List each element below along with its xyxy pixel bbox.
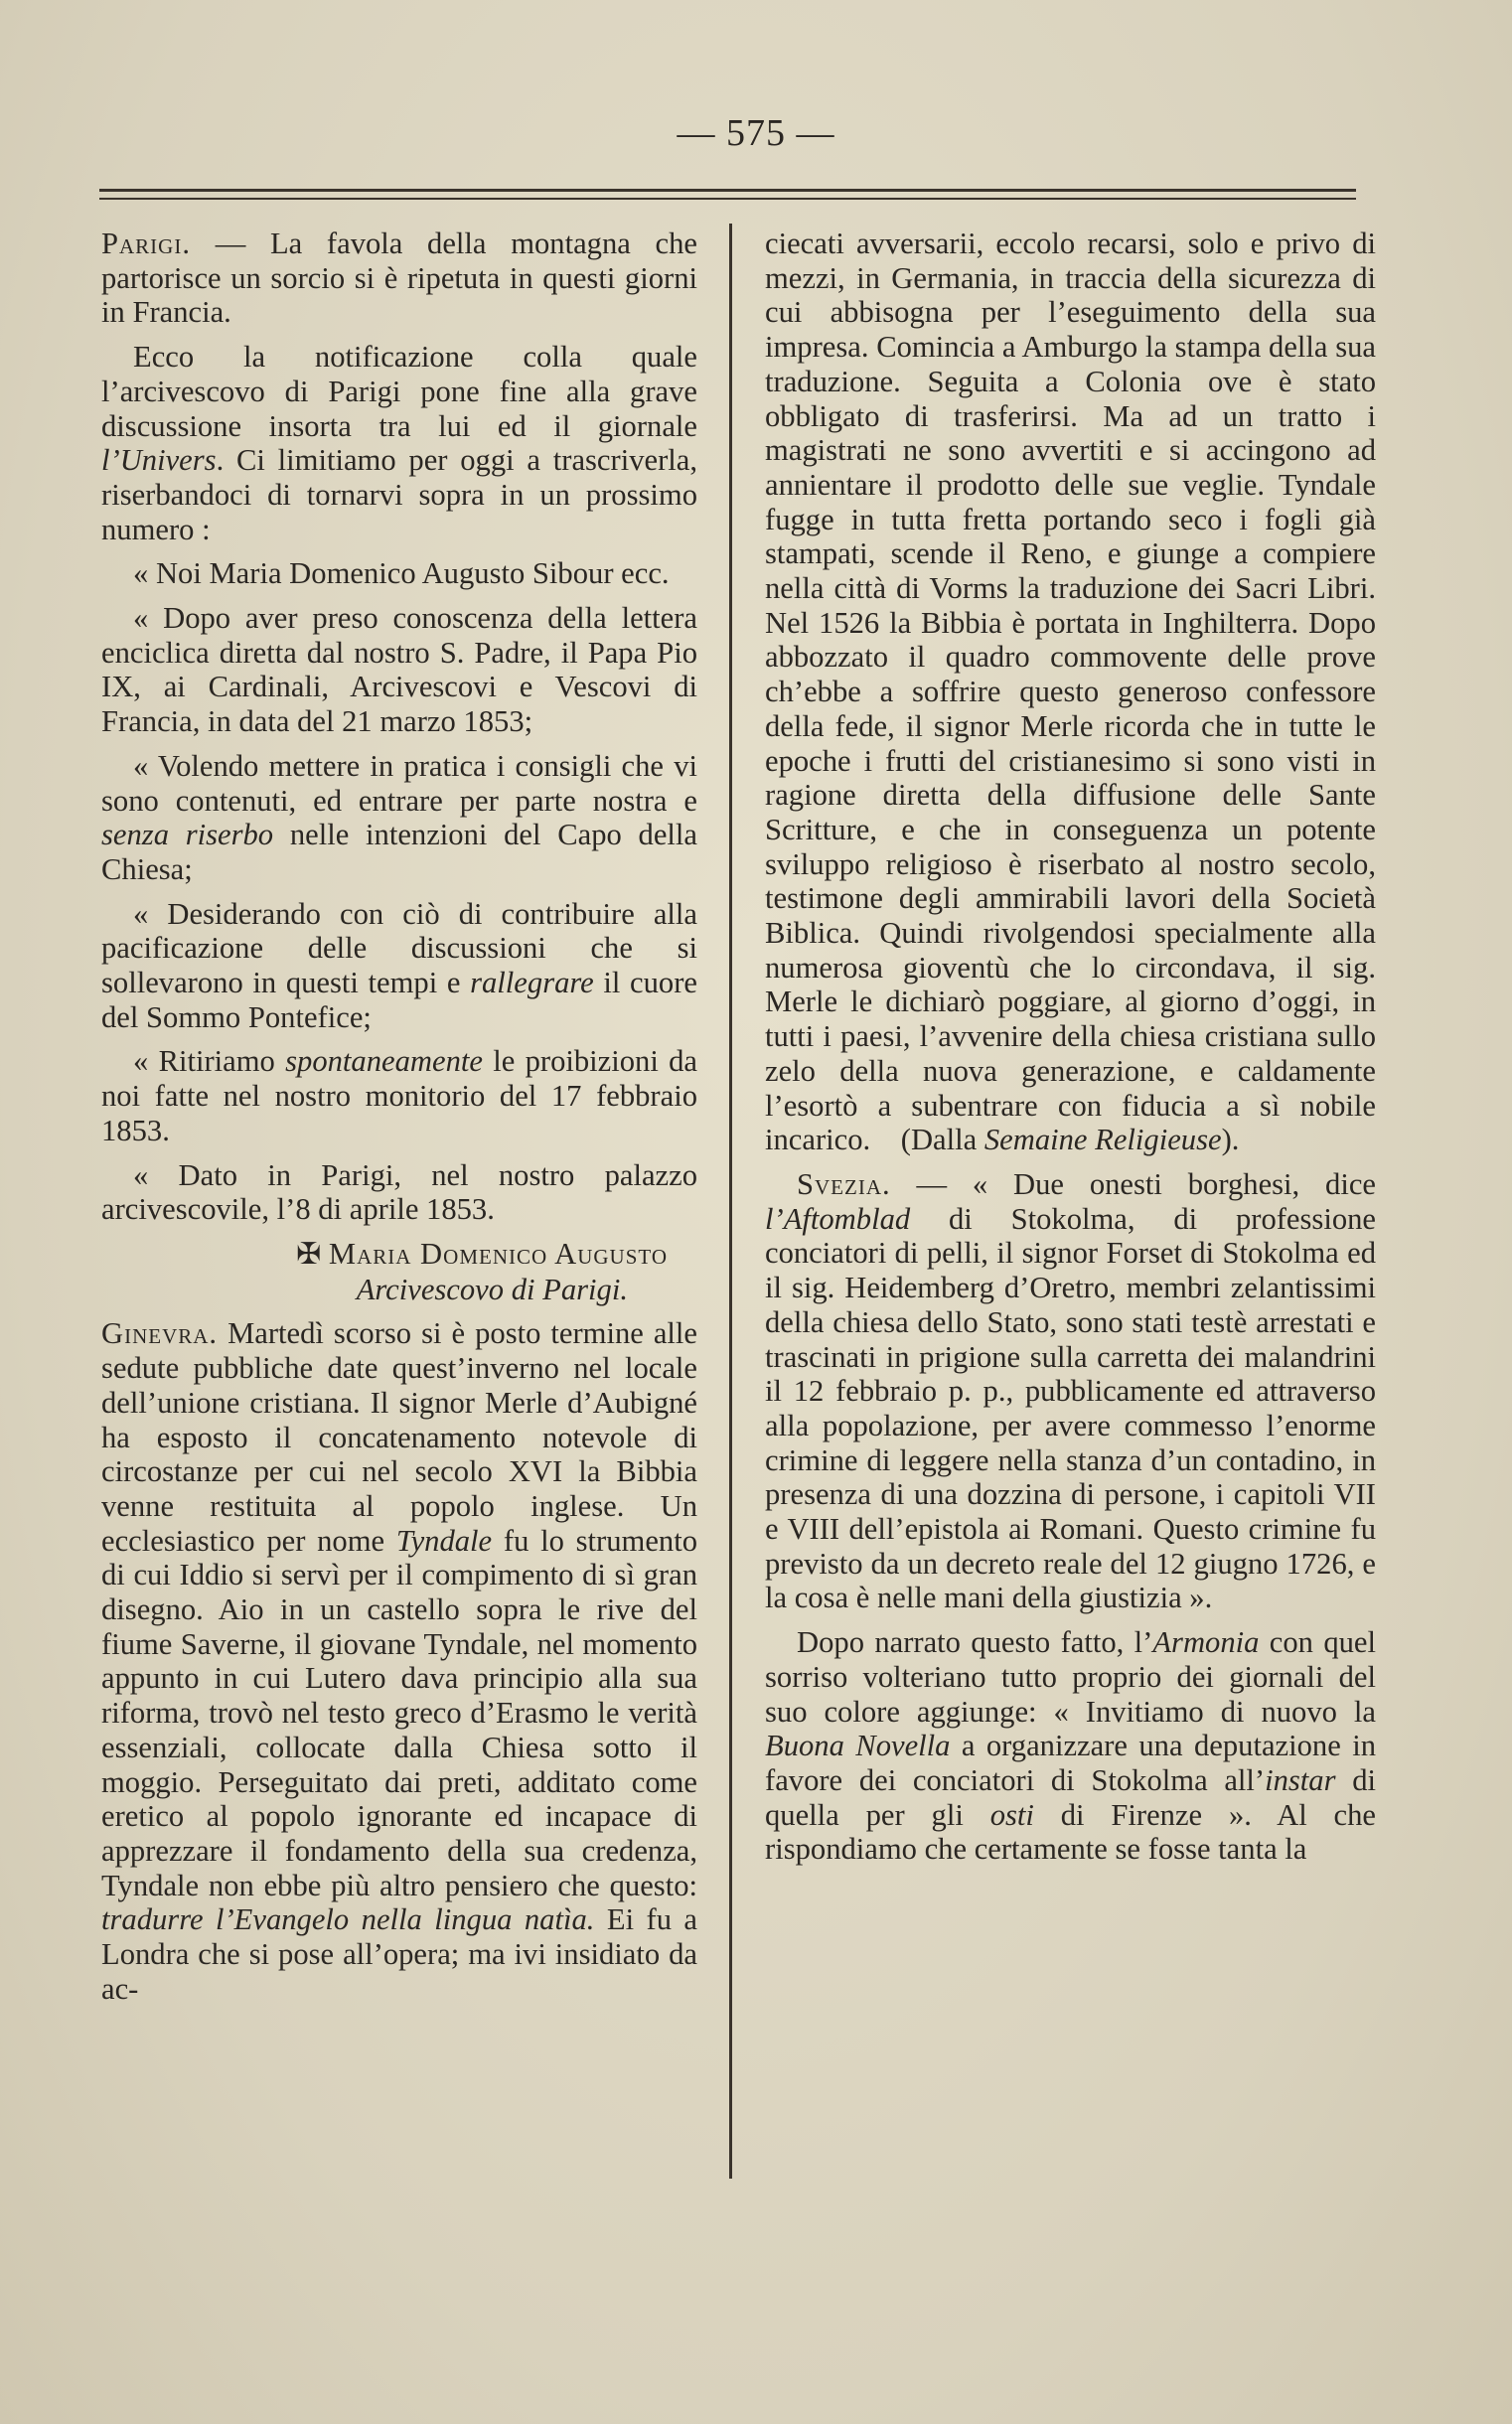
decree-dateline: « Dato in Parigi, nel nostro palazzo arcivescovile, l’8 di aprile 1853. (101, 1157, 697, 1227)
page-number: — 575 — (677, 112, 835, 154)
decree-paragraph-3: « Desiderando con ciò di contribuire alla pacificazione delle discussioni che si sollevarono in questi tempi e rallegrare il cuore del Sommo Pontefice; (101, 896, 697, 1034)
paris-notification-intro: Ecco la notificazione colla quale l’arcivescovo di Parigi pone fine alla grave discussione insorta tra lui ed il giornale l’Univers. Ci limitiamo per oggi a trascriverla, riserbandoci di tornarvi sopra in un prossimo numero : (101, 340, 697, 546)
sweden-paragraph: Svezia. — « Due onesti borghesi, dice l’Aftomblad di Stokolma, di professione conciatori di pelli, il signor Forset di Stokolma ed il sig. Heidemberg d’Oretro, membri zelantissimi della chiesa dello Stato, sono stati testè arrestati e trascinati in prigione sulla carretta dei malandrini il 12 febbraio p. p., pubblicamente ed attraverso alla popolazione, per avere commesso l’enorme crimine di leggere nella stanza d’un contadino, in presenza di una dozzina di persone, i capitoli VII e VIII dell’epistola ai Romani. Questo crimine fu previsto da un decreto reale del 12 giugno 1726, e la cosa è nelle mani della giustizia ». (765, 1166, 1376, 1615)
univers-title: l’Univers (101, 443, 217, 478)
decree-opening: « Noi Maria Domenico Augusto Sibour ecc. (133, 556, 670, 591)
paris-paragraph: Parigi. — La favola della montagna che partorisce un sorcio si è ripetuta in questi giorni in Francia. (101, 227, 697, 330)
section-heading-parigi: Parigi. (101, 227, 191, 260)
geneva-paragraph: Ginevra. Martedì scorso si è posto termine alle sedute pubbliche date quest’inverno nel locale dell’unione cristiana. Il signor Merle d’Aubigné ha esposto il concatenamento notevole di circostanze per cui nel secolo XVI la Bibbia venne restituita al popolo inglese. Un ecclesiastico per nome Tyndale fu lo strumento di cui Iddio si servì per il compimento di sì gran disegno. Aio in un castello sopra le rive del fiume Saverne, il giovane Tyndale, nel momento appunto in cui Lutero dava principio alla sua riforma, trovò nel testo greco d’Erasmo le verità essenziali, collocate dalla Chiesa sotto il moggio. Perseguitato dai preti, additato come eretico al popolo ignorante ed incapace di apprezzare il fondamento della sua credenza, Tyndale non ebbe più altro pensiero che questo: tradurre l’Evangelo nella lingua natìa. Ei fu a Londra che si pose all’opera; ma ivi insidiato da ac- (101, 1316, 698, 2006)
decree-paragraph-4: « Ritiriamo spontaneamente le proibizioni da noi fatte nel nostro monitorio del 17 febbraio 1853. (101, 1044, 697, 1147)
geneva-continuation: ciecati avversarii, eccolo recarsi, solo e privo di mezzi, in Germania, in traccia della sicurezza di cui abbisogna per l’eseguimento della sua impresa. Comincia a Amburgo la stampa della sua traduzione. Seguita a Colonia ove è stato obbligato di trasferirsi. Ma ad un tratto i magistrati ne sono avvertiti e si accingono ad annientare il prodotto delle sue veglie. Tyndale fugge in tutta fretta portando seco i fogli già stampati, scende il Reno, e giunge a compiere nella città di Vorms la traduzione dei Sacri Libri. Nel 1526 la Bibbia è portata in Inghilterra. Dopo abbozzato il quadro commovente delle prove ch’ebbe a soffrire questo generoso confessore della fede, il signor Merle ricorda che in tutte le epoche i frutti del cristianesimo si sono visti in ragione diretta della diffusione delle Sante Scritture, e che in conseguenza un potente sviluppo religioso è riserbato al nostro secolo, testimone degli ammirabili lavori della Società Biblica. Quindi rivolgendosi specialmente alla numerosa gioventù che lo circondava, il sig. Merle le dichiarò poggiare, al giorno d’oggi, in tutti i paesi, l’avvenire della chiesa cristiana sullo zelo della nuova generazione, e caldamente l’esortò a subentrare con fiducia a sì nobile incarico. (Dalla Semaine Religieuse). (765, 227, 1376, 1157)
right-column (765, 227, 1376, 1877)
section-heading-ginevra: Ginevra. (101, 1316, 219, 1351)
decree-paragraph-1: « Dopo aver preso conoscenza della lettera enciclica diretta dal nostro S. Padre, il Papa Pio IX, ai Cardinali, Arcivescovi e Vescovi di Francia, in data del 21 marzo 1853; (101, 601, 697, 739)
column-divider (729, 224, 732, 2179)
header-rule (99, 189, 1356, 200)
signature-title: Arcivescovo di Parigi. (356, 1272, 628, 1306)
section-heading-svezia: Svezia. (797, 1166, 891, 1201)
decree-paragraph-2: « Volendo mettere in pratica i consigli che vi sono contenuti, ed entrare per parte nostra e senza riserbo nelle intenzioni del Capo della Chiesa; (101, 748, 697, 886)
signature-name: Maria Domenico Augusto (328, 1236, 668, 1271)
left-column (101, 227, 697, 2016)
armonia-paragraph: Dopo narrato questo fatto, l’Armonia con quel sorriso volteriano tutto proprio dei giornali del suo colore aggiunge: « Invitiamo di nuovo la Buona Novella a organizzare una deputazione in favore dei conciatori di Stokolma all’instar di quella per gli osti di Firenze ». Al che rispondiamo che certamente se fosse tanta la (765, 1625, 1376, 1867)
source-credit: (Dalla Semaine Religieuse). (900, 1123, 1240, 1157)
cross-icon: ✠ (296, 1237, 322, 1271)
signature-block (101, 1237, 697, 1306)
